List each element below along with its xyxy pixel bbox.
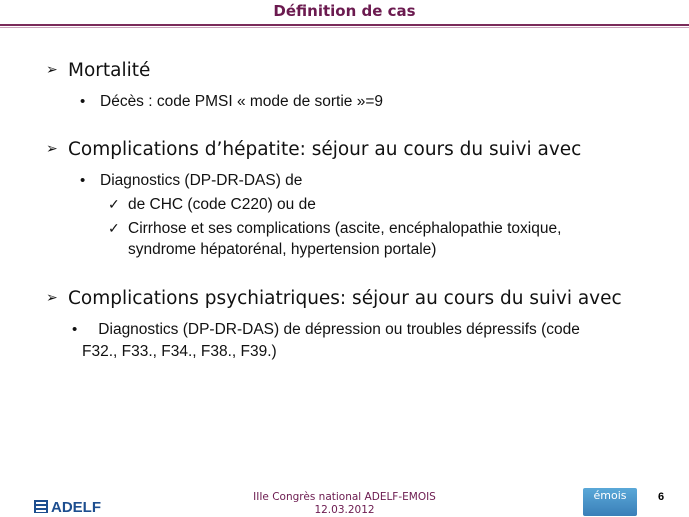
bullet-text-continuation: F32., F33., F34., F38., F39.) <box>82 343 277 360</box>
section-heading-text: Complications d’hépatite: séjour au cours du suivi avec <box>68 139 582 160</box>
check-text: Cirrhose et ses complications (ascite, encéphalopathie toxique, <box>128 220 562 237</box>
check-item <box>108 196 316 214</box>
title-rule <box>0 24 689 26</box>
section-heading-text: Mortalité <box>68 60 151 81</box>
bullet-dot-icon: • <box>80 172 86 189</box>
bullet-dot-icon: • <box>72 321 78 338</box>
arrow-bullet-icon: ➢ <box>46 141 58 157</box>
section-heading-text: Complications psychiatriques: séjour au cours du suivi avec <box>68 288 622 309</box>
bullet-item <box>80 93 383 111</box>
bullet-item <box>80 172 302 190</box>
footer-event-date: 12.03.2012 <box>314 504 375 516</box>
section-heading-complications-psychiatriques <box>46 288 622 309</box>
check-item <box>108 220 561 238</box>
bullet-text: Diagnostics (DP-DR-DAS) de dépression ou troubles dépressifs (code <box>94 321 580 338</box>
checkmark-icon: ✓ <box>108 196 120 212</box>
bullet-text: Diagnostics (DP-DR-DAS) de <box>100 172 303 189</box>
footer-event-name: IIIe Congrès national ADELF-EMOIS <box>253 491 436 503</box>
page-number: 6 <box>658 491 665 503</box>
emois-logo-text: émois <box>593 489 627 502</box>
title-rule-thin <box>0 27 689 28</box>
check-text: de CHC (code C220) ou de <box>128 196 316 213</box>
slide-title: Définition de cas <box>273 2 416 20</box>
adelf-logo <box>34 497 120 515</box>
bullet-text: Décès : code PMSI « mode de sortie »=9 <box>100 93 384 110</box>
adelf-logo-text: ADELF <box>51 499 101 515</box>
bullet-item <box>72 321 580 339</box>
emois-logo <box>583 488 637 516</box>
arrow-bullet-icon: ➢ <box>46 290 58 306</box>
footer-event <box>200 491 489 517</box>
section-heading-complications-hepatite <box>46 139 581 160</box>
section-heading-mortalite <box>46 60 150 81</box>
check-text-continuation: syndrome hépatorénal, hypertension portale) <box>128 241 437 258</box>
arrow-bullet-icon: ➢ <box>46 62 58 78</box>
bullet-dot-icon: • <box>80 93 86 110</box>
checkmark-icon: ✓ <box>108 220 120 236</box>
